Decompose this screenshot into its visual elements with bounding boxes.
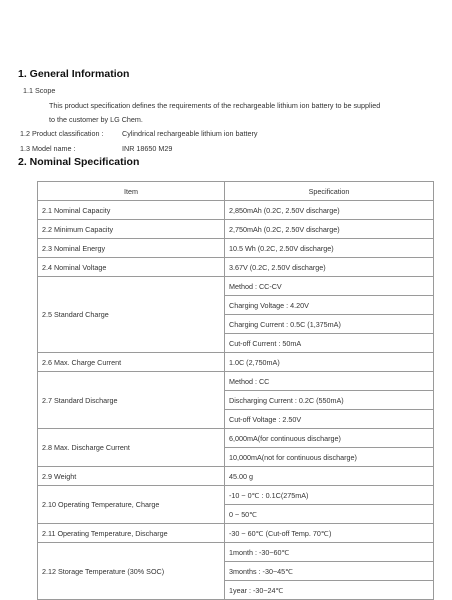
scope-text-line-2: to the customer by LG Chem. [49,115,143,124]
table-row [38,353,434,372]
spec-value-cell: -10 ~ 0℃ : 0.1C(275mA) [225,486,434,505]
spec-value-cell: 10.5 Wh (0.2C, 2.50V discharge) [225,239,434,258]
table-header-row [38,182,434,201]
scope-text-line-1: This product specification defines the requirements of the rechargeable lithium ion battery to be supplied [49,101,381,110]
spec-item-cell: 2.7 Standard Discharge [38,372,225,429]
scope-label: 1.1 Scope [23,86,56,95]
model-name-label: 1.3 Model name : [20,144,76,153]
table-row [38,543,434,562]
table-row [38,239,434,258]
spec-item-cell: 2.10 Operating Temperature, Charge [38,486,225,524]
spec-item-cell: 2.9 Weight [38,467,225,486]
table-row [38,201,434,220]
spec-value-cell: 3months : -30~45℃ [225,562,434,581]
table-row [38,220,434,239]
spec-item-cell: 2.2 Minimum Capacity [38,220,225,239]
column-header-specification: Specification [225,182,434,201]
spec-value-cell: 45.00 g [225,467,434,486]
spec-value-cell: 1month : -30~60℃ [225,543,434,562]
spec-item-cell: 2.1 Nominal Capacity [38,201,225,220]
spec-value-cell: 2,850mAh (0.2C, 2.50V discharge) [225,201,434,220]
column-header-item: Item [38,182,225,201]
spec-item-cell: 2.12 Storage Temperature (30% SOC) [38,543,225,600]
spec-value-cell: 0 ~ 50℃ [225,505,434,524]
classification-label: 1.2 Product classification : [20,129,104,138]
spec-item-cell: 2.8 Max. Discharge Current [38,429,225,467]
spec-value-cell: 1.0C (2,750mA) [225,353,434,372]
spec-value-cell: 10,000mA(not for continuous discharge) [225,448,434,467]
table-row [38,486,434,505]
table-row [38,277,434,296]
nominal-specification-table [37,181,434,600]
section-1-heading: 1. General Information [18,68,130,80]
spec-value-cell: Cut-off Voltage : 2.50V [225,410,434,429]
spec-item-cell: 2.3 Nominal Energy [38,239,225,258]
spec-value-cell: 1year : -30~24℃ [225,581,434,600]
table-row [38,429,434,448]
table-row [38,467,434,486]
spec-value-cell: Method : CC [225,372,434,391]
spec-value-cell: 6,000mA(for continuous discharge) [225,429,434,448]
spec-value-cell: Discharging Current : 0.2C (550mA) [225,391,434,410]
model-name-value: INR 18650 M29 [122,144,173,153]
spec-item-cell: 2.11 Operating Temperature, Discharge [38,524,225,543]
spec-value-cell: 3.67V (0.2C, 2.50V discharge) [225,258,434,277]
spec-value-cell: -30 ~ 60℃ (Cut-off Temp. 70℃) [225,524,434,543]
spec-value-cell: Charging Current : 0.5C (1,375mA) [225,315,434,334]
spec-item-cell: 2.4 Nominal Voltage [38,258,225,277]
spec-value-cell: 2,750mAh (0.2C, 2.50V discharge) [225,220,434,239]
table-row [38,524,434,543]
section-2-heading: 2. Nominal Specification [18,156,140,168]
table-body [38,201,434,600]
table-row [38,258,434,277]
spec-value-cell: Method : CC-CV [225,277,434,296]
classification-value: Cylindrical rechargeable lithium ion battery [122,129,258,138]
table-row [38,372,434,391]
spec-item-cell: 2.6 Max. Charge Current [38,353,225,372]
spec-value-cell: Cut-off Current : 50mA [225,334,434,353]
spec-item-cell: 2.5 Standard Charge [38,277,225,353]
spec-value-cell: Charging Voltage : 4.20V [225,296,434,315]
